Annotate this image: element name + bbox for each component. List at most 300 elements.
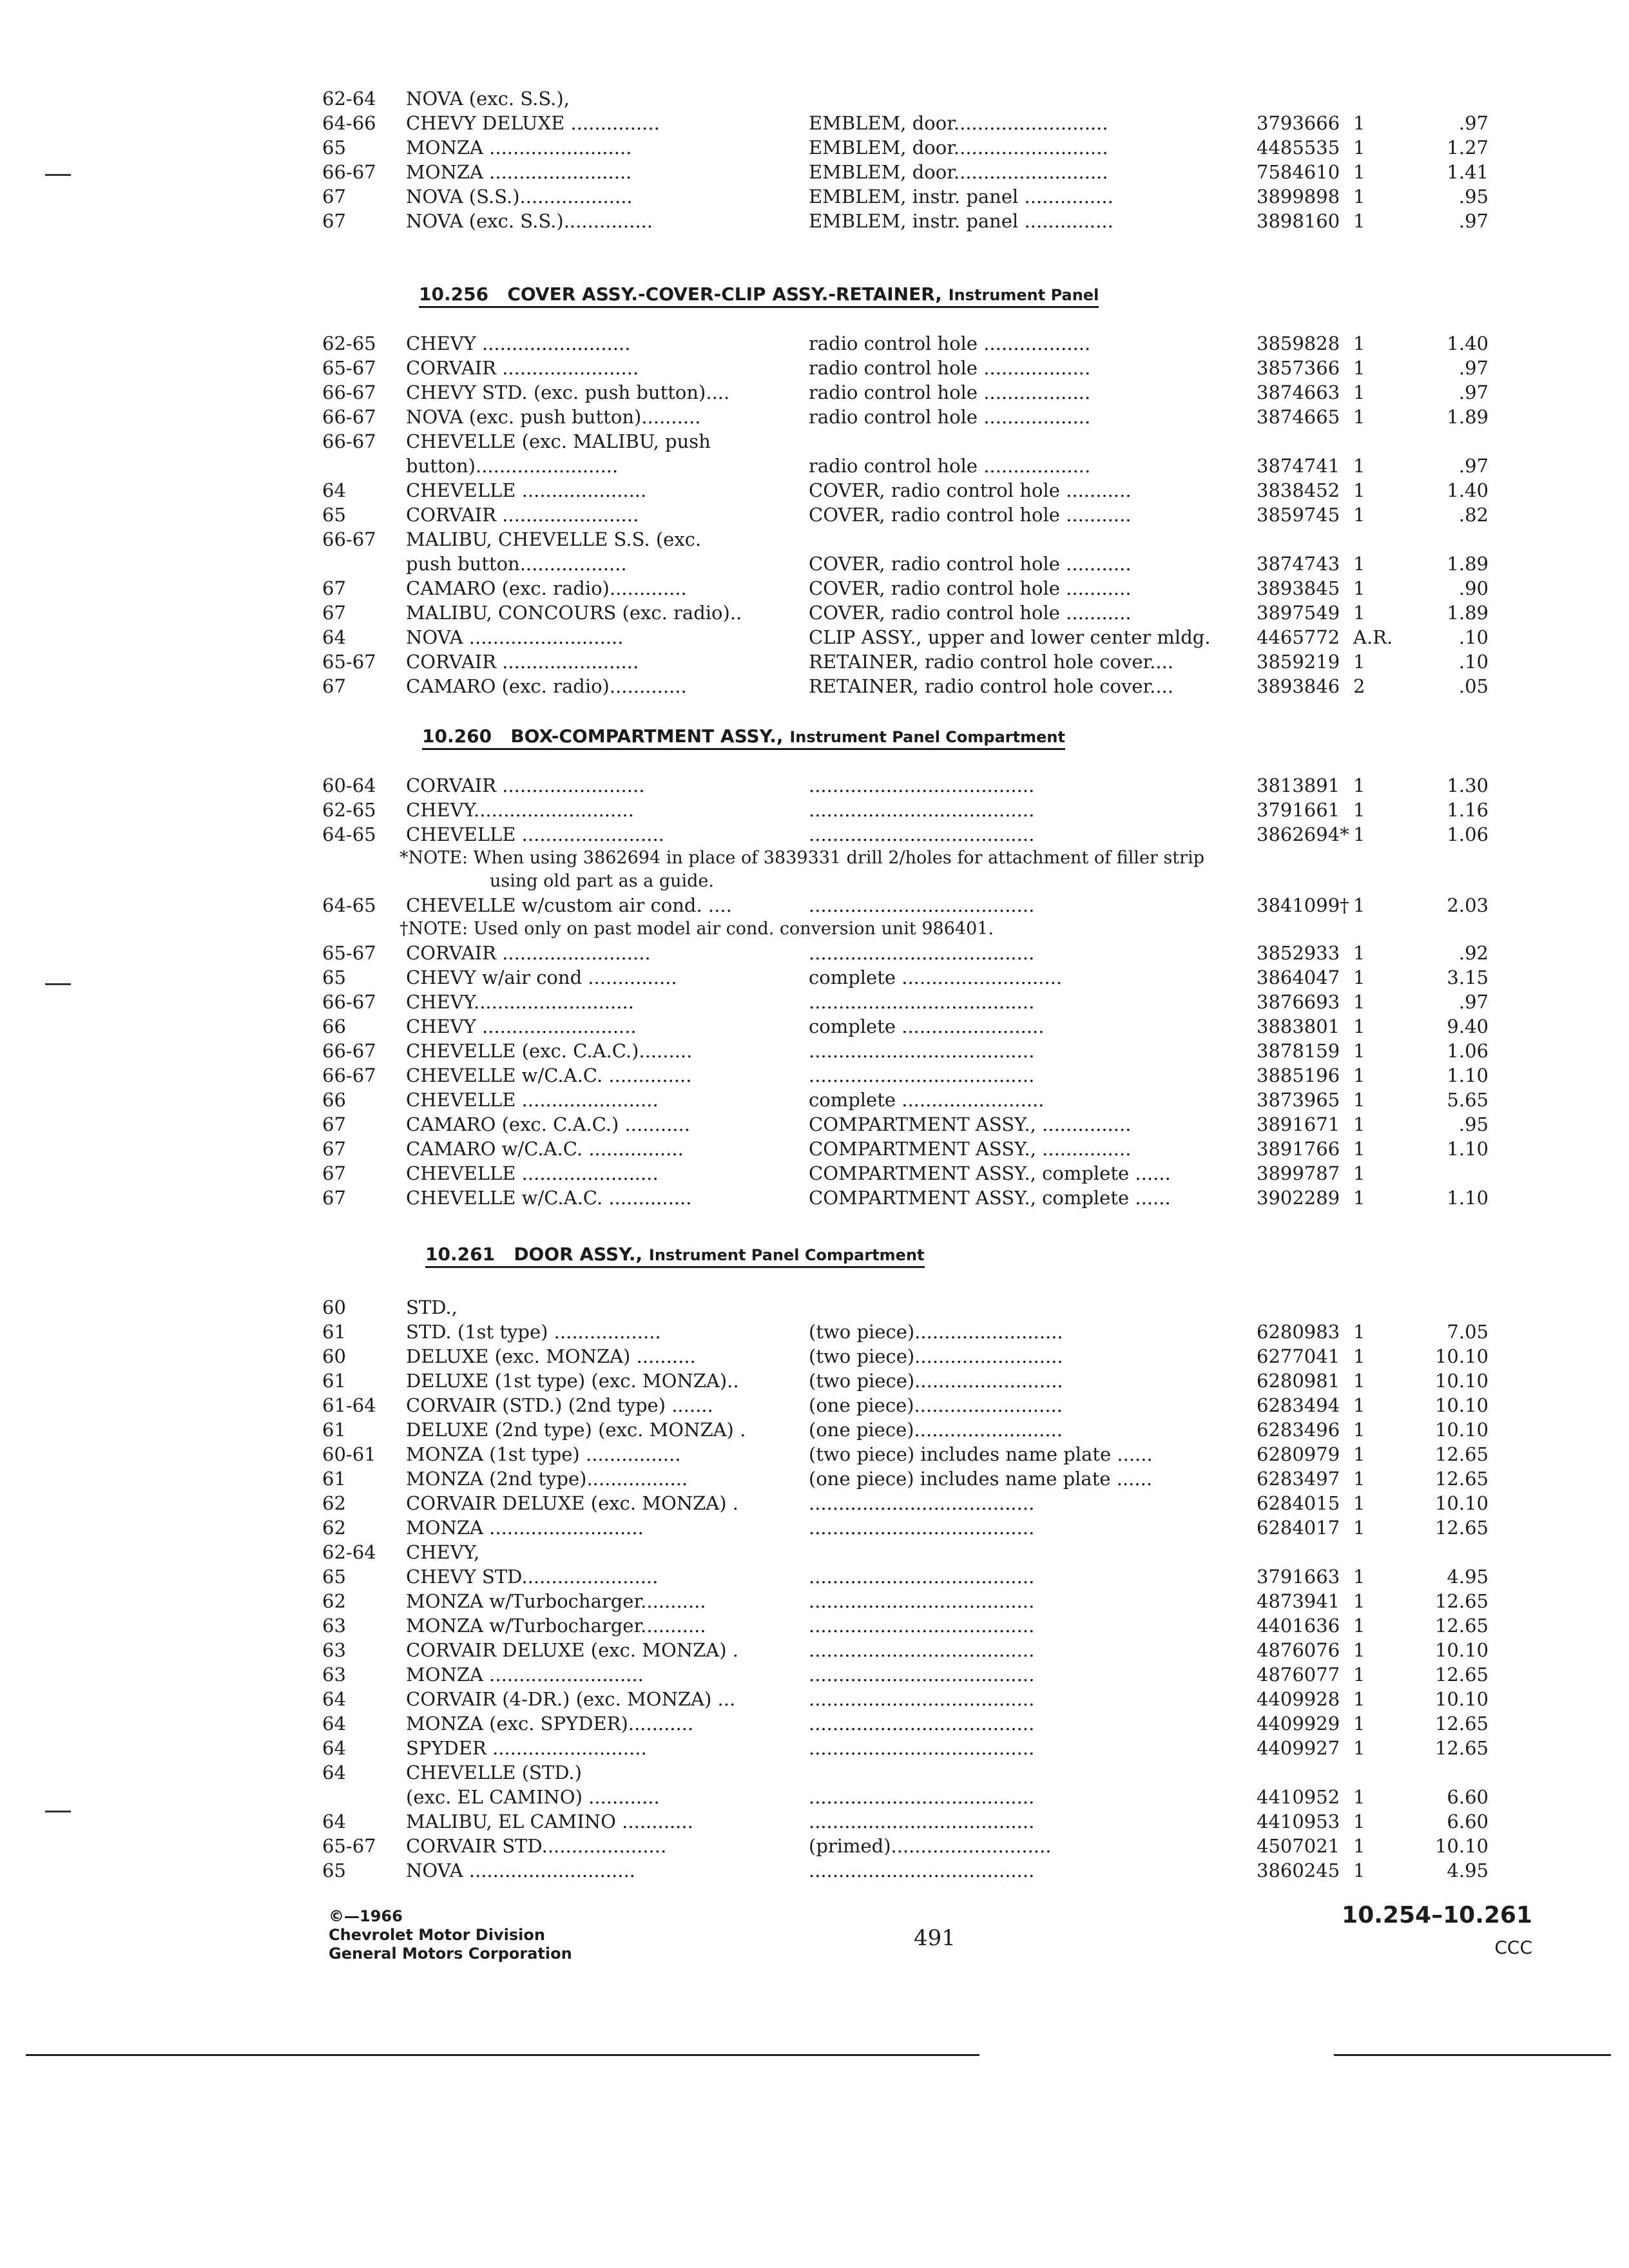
price-cell: 10.10 — [1434, 1835, 1489, 1857]
quantity-cell: 1 — [1353, 1321, 1365, 1343]
part-number-cell: 3860245 — [1257, 1860, 1340, 1881]
description-cell: COVER, radio control hole ........... — [809, 602, 1132, 624]
description-cell: ...................................... — [809, 1713, 1035, 1735]
quantity-cell: 1 — [1353, 1089, 1365, 1111]
description-cell: complete ........................ — [809, 1015, 1045, 1037]
part-number-cell: 6283497 — [1257, 1468, 1340, 1490]
quantity-cell: 1 — [1353, 1370, 1365, 1392]
description-cell: ...................................... — [809, 1590, 1035, 1612]
description-cell: ...................................... — [809, 1615, 1035, 1637]
price-cell: 12.65 — [1434, 1615, 1489, 1637]
part-number-cell: 3874663 — [1257, 381, 1340, 403]
price-cell: 3.15 — [1447, 966, 1489, 988]
heading-title: DOOR ASSY., — [514, 1244, 643, 1265]
price-cell: 10.10 — [1434, 1639, 1489, 1661]
model-cell: CHEVELLE ........................ — [406, 823, 664, 845]
table-row — [322, 1687, 1547, 1711]
model-cell: NOVA (S.S.)................... — [406, 186, 633, 207]
description-cell: ...................................... — [809, 1688, 1035, 1710]
model-cell: NOVA .......................... — [406, 626, 624, 648]
quantity-cell: 1 — [1353, 991, 1365, 1013]
price-cell: 10.10 — [1434, 1419, 1489, 1441]
quantity-cell: 1 — [1353, 1639, 1365, 1661]
table-row — [322, 1613, 1547, 1638]
corporation: General Motors Corporation — [329, 1945, 572, 1963]
price-cell: .97 — [1458, 357, 1489, 379]
heading-number: 10.256 — [419, 284, 489, 305]
year-cell: 67 — [322, 675, 346, 697]
year-cell: 62-64 — [322, 1541, 376, 1563]
table-row — [322, 625, 1547, 649]
quantity-cell: 1 — [1353, 1138, 1365, 1160]
year-cell: 64 — [322, 626, 346, 648]
model-cell: MONZA ........................ — [406, 161, 632, 183]
description-cell: (one piece)......................... — [809, 1419, 1063, 1441]
model-cell: CORVAIR ....................... — [406, 357, 639, 379]
year-cell: 67 — [322, 186, 346, 207]
table-row — [322, 822, 1547, 847]
quantity-cell: 1 — [1353, 1492, 1365, 1514]
year-cell: 66 — [322, 1089, 346, 1111]
quantity-cell: 1 — [1353, 1394, 1365, 1416]
part-number-cell: 3791661 — [1257, 799, 1340, 821]
price-cell: .10 — [1458, 626, 1489, 648]
price-cell: 2.03 — [1447, 894, 1489, 916]
quantity-cell: 1 — [1353, 1517, 1365, 1539]
price-cell: 1.89 — [1447, 602, 1489, 624]
table-row — [322, 209, 1547, 233]
quantity-cell: 1 — [1353, 381, 1365, 403]
description-cell: (one piece) includes name plate ...... — [809, 1468, 1153, 1490]
quantity-cell: 1 — [1353, 1162, 1365, 1184]
year-cell: 65 — [322, 966, 346, 988]
description-cell: ...................................... — [809, 1064, 1035, 1086]
model-cell: CHEVELLE (STD.) — [406, 1762, 582, 1783]
table-row — [322, 1393, 1547, 1418]
part-number-cell: 6280983 — [1257, 1321, 1340, 1343]
year-cell: 65 — [322, 1860, 346, 1881]
table-row — [322, 503, 1547, 527]
year-cell: 66-67 — [322, 528, 376, 550]
price-cell: .05 — [1458, 675, 1489, 697]
description-cell: ...................................... — [809, 1811, 1035, 1832]
description-cell: complete ........................... — [809, 966, 1063, 988]
cover-assy-section — [322, 331, 1547, 698]
year-cell: 65 — [322, 504, 346, 526]
price-cell: 7.05 — [1447, 1321, 1489, 1343]
price-cell: 1.40 — [1447, 479, 1489, 501]
price-cell: 1.89 — [1447, 553, 1489, 575]
description-cell: ...................................... — [809, 799, 1035, 821]
quantity-cell: 1 — [1353, 1811, 1365, 1832]
year-cell: 67 — [322, 1162, 346, 1184]
description-cell: COVER, radio control hole ........... — [809, 504, 1132, 526]
footnote: †NOTE: Used only on past model air cond. conversion unit 986401. — [400, 919, 994, 939]
price-cell: 12.65 — [1434, 1517, 1489, 1539]
quantity-cell: 1 — [1353, 651, 1365, 673]
part-number-cell: 7584610 — [1257, 161, 1340, 183]
description-cell: EMBLEM, instr. panel ............... — [809, 210, 1113, 232]
quantity-cell: 1 — [1353, 894, 1365, 916]
part-number-cell: 3897549 — [1257, 602, 1340, 624]
heading-subtitle: Instrument Panel — [948, 286, 1099, 304]
section-range-block — [1342, 1899, 1532, 1964]
publisher-info — [329, 1907, 572, 1963]
heading-number: 10.261 — [425, 1244, 496, 1265]
quantity-cell: 1 — [1353, 1345, 1365, 1367]
price-cell: 10.10 — [1434, 1345, 1489, 1367]
year-cell: 62 — [322, 1517, 346, 1539]
year-cell: 64 — [322, 1762, 346, 1783]
part-number-cell: 6280979 — [1257, 1443, 1340, 1465]
description-cell: ...................................... — [809, 1040, 1035, 1062]
heading-title: COVER ASSY.-COVER-CLIP ASSY.-RETAINER, — [507, 284, 942, 305]
year-cell: 65-67 — [322, 942, 376, 964]
bottom-rule-left — [26, 2054, 979, 2056]
part-number-cell: 3791663 — [1257, 1566, 1340, 1588]
model-cell: MONZA .......................... — [406, 1517, 644, 1539]
model-cell: CORVAIR ....................... — [406, 504, 639, 526]
model-cell: CORVAIR ........................ — [406, 774, 645, 796]
price-cell: .97 — [1458, 112, 1489, 134]
price-cell: .90 — [1458, 577, 1489, 599]
price-cell: 1.10 — [1447, 1064, 1489, 1086]
table-row — [322, 1760, 1547, 1785]
model-cell: STD. (1st type) .................. — [406, 1321, 661, 1343]
price-cell: 1.10 — [1447, 1187, 1489, 1209]
year-cell: 67 — [322, 1187, 346, 1209]
model-cell: CHEVY........................... — [406, 991, 634, 1013]
quantity-cell: 1 — [1353, 1419, 1365, 1441]
table-row — [322, 1161, 1547, 1186]
table-row — [322, 1137, 1547, 1161]
description-cell: complete ........................ — [809, 1089, 1045, 1111]
year-cell: 60 — [322, 1345, 346, 1367]
description-cell: COVER, radio control hole ........... — [809, 479, 1132, 501]
table-row — [322, 552, 1547, 576]
year-cell: 64-65 — [322, 894, 376, 916]
table-row — [322, 1295, 1547, 1320]
part-number-cell: 3857366 — [1257, 357, 1340, 379]
quantity-cell: 1 — [1353, 137, 1365, 159]
section-heading-10-260 — [422, 726, 1065, 750]
description-cell: EMBLEM, door.......................... — [809, 137, 1108, 159]
quantity-cell: 1 — [1353, 1187, 1365, 1209]
table-row — [322, 1369, 1547, 1393]
price-cell: .82 — [1458, 504, 1489, 526]
year-cell: 62-64 — [322, 88, 376, 110]
quantity-cell: 1 — [1353, 186, 1365, 207]
part-number-cell: 4401636 — [1257, 1615, 1340, 1637]
catalog-code: CCC — [1494, 1937, 1532, 1958]
year-cell: 65-67 — [322, 651, 376, 673]
model-cell: push button.................. — [406, 553, 627, 575]
model-cell: MALIBU, CHEVELLE S.S. (exc. — [406, 528, 702, 550]
model-cell: CORVAIR STD..................... — [406, 1835, 667, 1857]
model-cell: CAMARO (exc. radio)............. — [406, 577, 687, 599]
price-cell: 6.60 — [1447, 1786, 1489, 1808]
description-cell: radio control hole .................. — [809, 381, 1091, 403]
table-row — [322, 1736, 1547, 1760]
description-cell: ...................................... — [809, 1492, 1035, 1514]
part-number-cell: 3885196 — [1257, 1064, 1340, 1086]
table-row — [322, 111, 1547, 135]
part-number-cell: 3813891 — [1257, 774, 1340, 796]
year-cell: 63 — [322, 1615, 346, 1637]
table-row — [322, 1186, 1547, 1210]
year-cell: 62-65 — [322, 799, 376, 821]
page-number: 491 — [914, 1925, 956, 1951]
part-number-cell: 3876693 — [1257, 991, 1340, 1013]
part-number-cell: 3859828 — [1257, 332, 1340, 354]
price-cell: 1.06 — [1447, 1040, 1489, 1062]
model-cell: CORVAIR (STD.) (2nd type) ....... — [406, 1394, 713, 1416]
description-cell: ...................................... — [809, 1566, 1035, 1588]
heading-title: BOX-COMPARTMENT ASSY., — [510, 726, 784, 747]
table-row — [322, 601, 1547, 625]
table-row — [322, 1809, 1547, 1834]
description-cell: radio control hole .................. — [809, 332, 1091, 354]
description-cell: (two piece)......................... — [809, 1370, 1063, 1392]
part-number-cell: 3852933 — [1257, 942, 1340, 964]
year-cell: 60 — [322, 1296, 346, 1318]
year-cell: 61 — [322, 1370, 346, 1392]
box-compartment-section — [322, 773, 1547, 1210]
model-cell: CAMARO (exc. radio)............. — [406, 675, 687, 697]
price-cell: 1.41 — [1447, 161, 1489, 183]
table-row — [322, 965, 1547, 990]
part-number-cell: 3841099† — [1257, 894, 1349, 916]
model-cell: CHEVY STD....................... — [406, 1566, 659, 1588]
description-cell: COMPARTMENT ASSY., ............... — [809, 1113, 1132, 1135]
quantity-cell: 1 — [1353, 1015, 1365, 1037]
part-number-cell: 4410952 — [1257, 1786, 1340, 1808]
model-cell: CORVAIR DELUXE (exc. MONZA) . — [406, 1492, 738, 1514]
year-cell: 62 — [322, 1590, 346, 1612]
part-number-cell: 3838452 — [1257, 479, 1340, 501]
quantity-cell: 1 — [1353, 1737, 1365, 1759]
part-number-cell: 4465772 — [1257, 626, 1340, 648]
quantity-cell: 1 — [1353, 357, 1365, 379]
year-cell: 66-67 — [322, 161, 376, 183]
table-row — [322, 454, 1547, 478]
price-cell: 1.06 — [1447, 823, 1489, 845]
table-row — [322, 798, 1547, 822]
description-cell: COMPARTMENT ASSY., ............... — [809, 1138, 1132, 1160]
quantity-cell: 1 — [1353, 1835, 1365, 1857]
part-number-cell: 3893846 — [1257, 675, 1340, 697]
description-cell: ...................................... — [809, 1860, 1035, 1881]
table-row — [322, 1711, 1547, 1736]
part-number-cell: 3899787 — [1257, 1162, 1340, 1184]
model-cell: NOVA (exc. S.S.)............... — [406, 210, 653, 232]
quantity-cell: 1 — [1353, 1688, 1365, 1710]
price-cell: 4.95 — [1447, 1860, 1489, 1881]
part-number-cell: 4409929 — [1257, 1713, 1340, 1735]
model-cell: CHEVELLE ..................... — [406, 479, 647, 501]
part-number-cell: 6280981 — [1257, 1370, 1340, 1392]
part-number-cell: 6283496 — [1257, 1419, 1340, 1441]
part-number-cell: 3893845 — [1257, 577, 1340, 599]
description-cell: ...................................... — [809, 1517, 1035, 1539]
price-cell: 12.65 — [1434, 1443, 1489, 1465]
year-cell: 64-66 — [322, 112, 376, 134]
quantity-cell: 1 — [1353, 112, 1365, 134]
table-row — [322, 649, 1547, 674]
description-cell: ...................................... — [809, 1664, 1035, 1686]
part-number-cell: 6284017 — [1257, 1517, 1340, 1539]
price-cell: .10 — [1458, 651, 1489, 673]
quantity-cell: 1 — [1353, 942, 1365, 964]
description-cell: (primed)........................... — [809, 1835, 1052, 1857]
part-number-cell: 3891671 — [1257, 1113, 1340, 1135]
year-cell: 62 — [322, 1492, 346, 1514]
price-cell: .97 — [1458, 991, 1489, 1013]
description-cell: radio control hole .................. — [809, 357, 1091, 379]
year-cell: 66 — [322, 1015, 346, 1037]
table-row — [322, 1088, 1547, 1112]
year-cell: 63 — [322, 1639, 346, 1661]
year-cell: 66-67 — [322, 381, 376, 403]
year-cell: 66-67 — [322, 1040, 376, 1062]
quantity-cell: 1 — [1353, 1860, 1365, 1881]
table-row — [322, 1564, 1547, 1589]
quantity-cell: 1 — [1353, 406, 1365, 428]
table-row — [322, 478, 1547, 503]
quantity-cell: 1 — [1353, 332, 1365, 354]
part-number-cell: 4409928 — [1257, 1688, 1340, 1710]
price-cell: .95 — [1458, 186, 1489, 207]
price-cell: 1.89 — [1447, 406, 1489, 428]
part-number-cell: 3793666 — [1257, 112, 1340, 134]
description-cell: ...................................... — [809, 991, 1035, 1013]
part-number-cell: 3874665 — [1257, 406, 1340, 428]
price-cell: 6.60 — [1447, 1811, 1489, 1832]
table-row — [322, 527, 1547, 552]
model-cell: CHEVY........................... — [406, 799, 634, 821]
table-row — [322, 1344, 1547, 1369]
price-cell: .92 — [1458, 942, 1489, 964]
description-cell: COVER, radio control hole ........... — [809, 553, 1132, 575]
table-row — [322, 674, 1547, 698]
description-cell: ...................................... — [809, 894, 1035, 916]
table-row — [322, 331, 1547, 356]
table-row — [322, 1014, 1547, 1039]
year-cell: 64 — [322, 1688, 346, 1710]
model-cell: (exc. EL CAMINO) ............ — [406, 1786, 660, 1808]
year-cell: 61-64 — [322, 1394, 376, 1416]
table-row — [322, 160, 1547, 184]
year-cell: 61 — [322, 1468, 346, 1490]
margin-mark — [45, 983, 71, 985]
part-number-cell: 3864047 — [1257, 966, 1340, 988]
table-row — [322, 1063, 1547, 1088]
year-cell: 65 — [322, 1566, 346, 1588]
part-number-cell: 3874743 — [1257, 553, 1340, 575]
quantity-cell: 1 — [1353, 1040, 1365, 1062]
year-cell: 64 — [322, 1811, 346, 1832]
table-row — [322, 380, 1547, 405]
part-number-cell: 3878159 — [1257, 1040, 1340, 1062]
section-range: 10.254–10.261 — [1342, 1902, 1532, 1928]
model-cell: MONZA (2nd type)................. — [406, 1468, 688, 1490]
model-cell: CHEVELLE ....................... — [406, 1162, 659, 1184]
door-assy-section — [322, 1295, 1547, 1883]
year-cell: 61 — [322, 1321, 346, 1343]
year-cell: 61 — [322, 1419, 346, 1441]
price-cell: 9.40 — [1447, 1015, 1489, 1037]
quantity-cell: 1 — [1353, 210, 1365, 232]
price-cell: 1.30 — [1447, 774, 1489, 796]
model-cell: MONZA ........................ — [406, 137, 632, 159]
part-number-cell: 4507021 — [1257, 1835, 1340, 1857]
price-cell: 12.65 — [1434, 1713, 1489, 1735]
part-number-cell: 3874741 — [1257, 455, 1340, 477]
table-row — [322, 1785, 1547, 1809]
description-cell: COMPARTMENT ASSY., complete ...... — [809, 1162, 1171, 1184]
table-row — [322, 405, 1547, 429]
description-cell: ...................................... — [809, 823, 1035, 845]
quantity-cell: 1 — [1353, 1566, 1365, 1588]
part-number-cell: 4876076 — [1257, 1639, 1340, 1661]
part-number-cell: 6283494 — [1257, 1394, 1340, 1416]
year-cell: 66-67 — [322, 991, 376, 1013]
year-cell: 64-65 — [322, 823, 376, 845]
table-row — [322, 1662, 1547, 1687]
table-row — [322, 1858, 1547, 1883]
model-cell: STD., — [406, 1296, 458, 1318]
description-cell: radio control hole .................. — [809, 455, 1091, 477]
year-cell: 64 — [322, 1737, 346, 1759]
model-cell: CHEVELLE (exc. MALIBU, push — [406, 430, 711, 452]
model-cell: CAMARO w/C.A.C. ................ — [406, 1138, 684, 1160]
year-cell: 67 — [322, 602, 346, 624]
model-cell: CHEVY DELUXE ............... — [406, 112, 660, 134]
part-number-cell: 3859745 — [1257, 504, 1340, 526]
price-cell: 4.95 — [1447, 1566, 1489, 1588]
table-row — [322, 1589, 1547, 1613]
model-cell: NOVA (exc. push button).......... — [406, 406, 701, 428]
part-number-cell: 3873965 — [1257, 1089, 1340, 1111]
copyright: ©—1966 — [329, 1907, 403, 1925]
model-cell: MONZA (1st type) ................ — [406, 1443, 681, 1465]
year-cell: 66-67 — [322, 430, 376, 452]
description-cell: radio control hole .................. — [809, 406, 1091, 428]
year-cell: 67 — [322, 210, 346, 232]
model-cell: CHEVY STD. (exc. push button).... — [406, 381, 730, 403]
description-cell: EMBLEM, door.......................... — [809, 112, 1108, 134]
model-cell: MONZA w/Turbocharger........... — [406, 1615, 706, 1637]
model-cell: MONZA (exc. SPYDER)........... — [406, 1713, 694, 1735]
year-cell: 67 — [322, 577, 346, 599]
model-cell: CHEVELLE w/custom air cond. .... — [406, 894, 732, 916]
model-cell: CORVAIR DELUXE (exc. MONZA) . — [406, 1639, 738, 1661]
year-cell: 65-67 — [322, 1835, 376, 1857]
table-row — [322, 941, 1547, 965]
table-row — [322, 576, 1547, 601]
description-cell: COMPARTMENT ASSY., complete ...... — [809, 1187, 1171, 1209]
price-cell: 12.65 — [1434, 1590, 1489, 1612]
model-cell: DELUXE (1st type) (exc. MONZA).. — [406, 1370, 739, 1392]
table-row — [322, 1320, 1547, 1344]
year-cell: 60-64 — [322, 774, 376, 796]
table-row — [322, 1638, 1547, 1662]
quantity-cell: 1 — [1353, 161, 1365, 183]
quantity-cell: 1 — [1353, 1113, 1365, 1135]
quantity-cell: 1 — [1353, 1615, 1365, 1637]
table-row — [322, 1442, 1547, 1466]
price-cell: .95 — [1458, 1113, 1489, 1135]
